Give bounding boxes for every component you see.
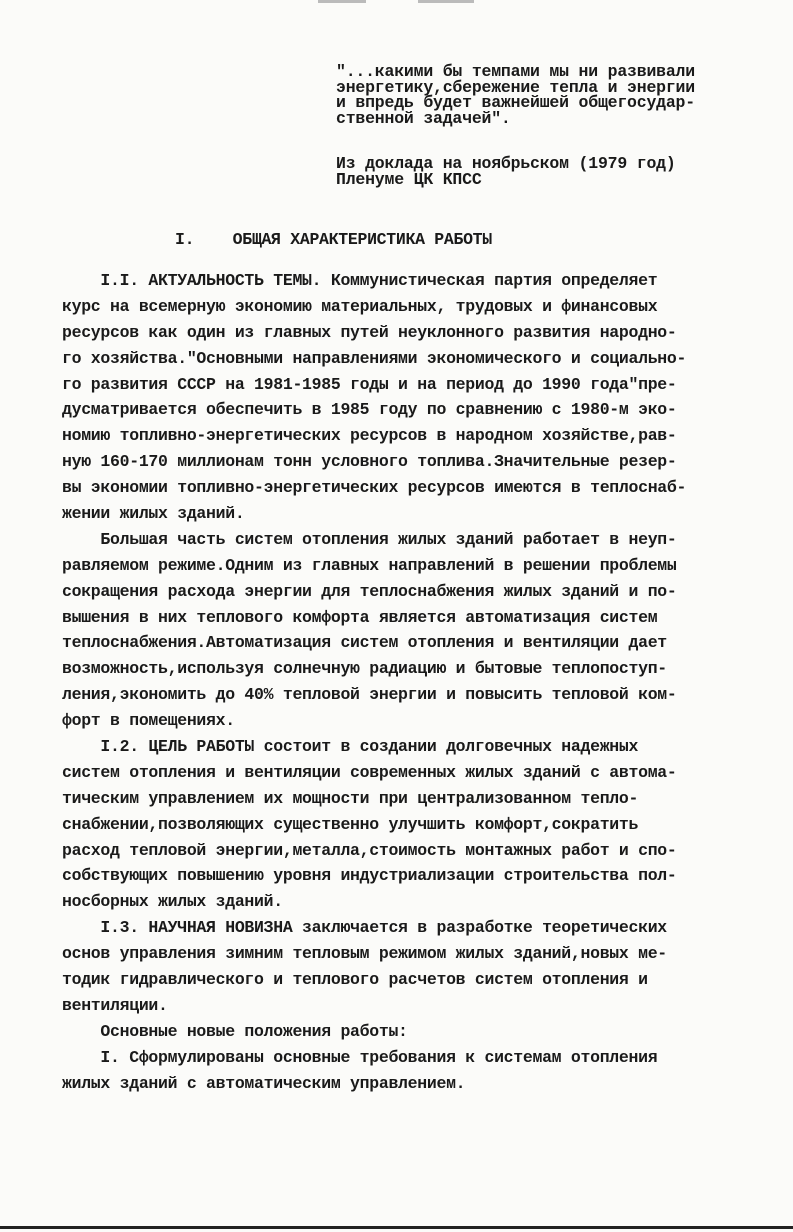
body-line: курс на всемерную экономию материальных, трудовых и финансовых	[62, 296, 658, 316]
body-text	[62, 268, 762, 1097]
section-heading	[175, 230, 492, 249]
body-line: жении жилых зданий.	[62, 504, 245, 524]
section-title-text: ОБЩАЯ ХАРАКТЕРИСТИКА РАБОТЫ	[232, 230, 492, 249]
body-line: го хозяйства."Основными направлениями экономического и социально-	[62, 348, 687, 368]
body-line: вышения в них теплового комфорта является автоматизация систем	[62, 607, 658, 627]
epigraph-line: и впредь будет важнейшей общегосудар-	[336, 93, 695, 112]
epigraph-source-line: Из доклада на ноябрьском (1979 год)	[336, 154, 676, 173]
body-line: снабжении,позволяющих существенно улучшить комфорт,сократить	[62, 814, 639, 834]
epigraph-line: энергетику,сбережение тепла и энергии	[336, 77, 695, 97]
body-line: расход тепловой энергии,металла,стоимость монтажных работ и спо-	[62, 840, 677, 860]
body-line: I.2. ЦЕЛЬ РАБОТЫ состоит в создании долговечных надежных	[62, 737, 639, 757]
body-line: Основные новые положения работы:	[62, 1021, 408, 1041]
body-line: сокращения расхода энергии для теплоснабжения жилых зданий и по-	[62, 581, 677, 601]
body-line: Большая часть систем отопления жилых зданий работает в неуп-	[62, 529, 677, 549]
body-line: форт в помещениях.	[62, 711, 235, 731]
body-line: ления,экономить до 40% тепловой энергии и повысить тепловой ком-	[62, 685, 677, 705]
body-line: дусматривается обеспечить в 1985 году по сравнению с 1980-м эко-	[62, 400, 677, 420]
body-line: вы экономии топливно-энергетических ресурсов имеются в теплоснаб-	[62, 478, 687, 498]
body-line: возможность,используя солнечную радиацию и бытовые теплопоступ-	[62, 659, 667, 679]
scan-artifact-top-left	[318, 0, 366, 3]
epigraph-line: "...какими бы темпами мы ни развивали	[336, 62, 695, 81]
body-line: ресурсов как один из главных путей неуклонного развития народно-	[62, 322, 677, 342]
body-line: основ управления зимним тепловым режимом жилых зданий,новых ме-	[62, 944, 667, 964]
section-number: I.	[175, 230, 195, 249]
body-line: носборных жилых зданий.	[62, 892, 283, 912]
body-line: I.3. НАУЧНАЯ НОВИЗНА заключается в разработке теоретических	[62, 918, 667, 938]
epigraph-source	[336, 156, 756, 188]
body-line: собствующих повышению уровня индустриализации строительства пол-	[62, 866, 677, 886]
body-line: го развития СССР на 1981-1985 годы и на период до 1990 года"пре-	[62, 374, 677, 394]
epigraph-quote	[336, 64, 756, 126]
body-line: вентиляции.	[62, 995, 168, 1015]
epigraph-source-line: Пленуме ЦК КПСС	[336, 170, 482, 189]
body-line: ную 160-170 миллионам тонн условного топлива.Значительные резер-	[62, 452, 677, 472]
epigraph-line: ственной задачей".	[336, 108, 511, 128]
scan-bottom-edge	[0, 1226, 793, 1229]
body-line: равляемом режиме.Одним из главных направлений в решении проблемы	[62, 555, 677, 575]
body-line: жилых зданий с автоматическим управлением.	[62, 1073, 466, 1093]
body-line: тическим управлением их мощности при централизованном тепло-	[62, 788, 639, 808]
body-line: I.I. АКТУАЛЬНОСТЬ ТЕМЫ. Коммунистическая партия определяет	[62, 271, 658, 290]
scan-artifact-top-right	[418, 0, 474, 3]
body-line: систем отопления и вентиляции современных жилых зданий с автома-	[62, 762, 677, 782]
body-line: тодик гидравлического и теплового расчетов систем отопления и	[62, 970, 648, 990]
body-line: номию топливно-энергетических ресурсов в народном хозяйстве,рав-	[62, 426, 677, 446]
body-line: I. Сформулированы основные требования к системам отопления	[62, 1047, 658, 1067]
body-line: теплоснабжения.Автоматизация систем отопления и вентиляции дает	[62, 633, 667, 653]
